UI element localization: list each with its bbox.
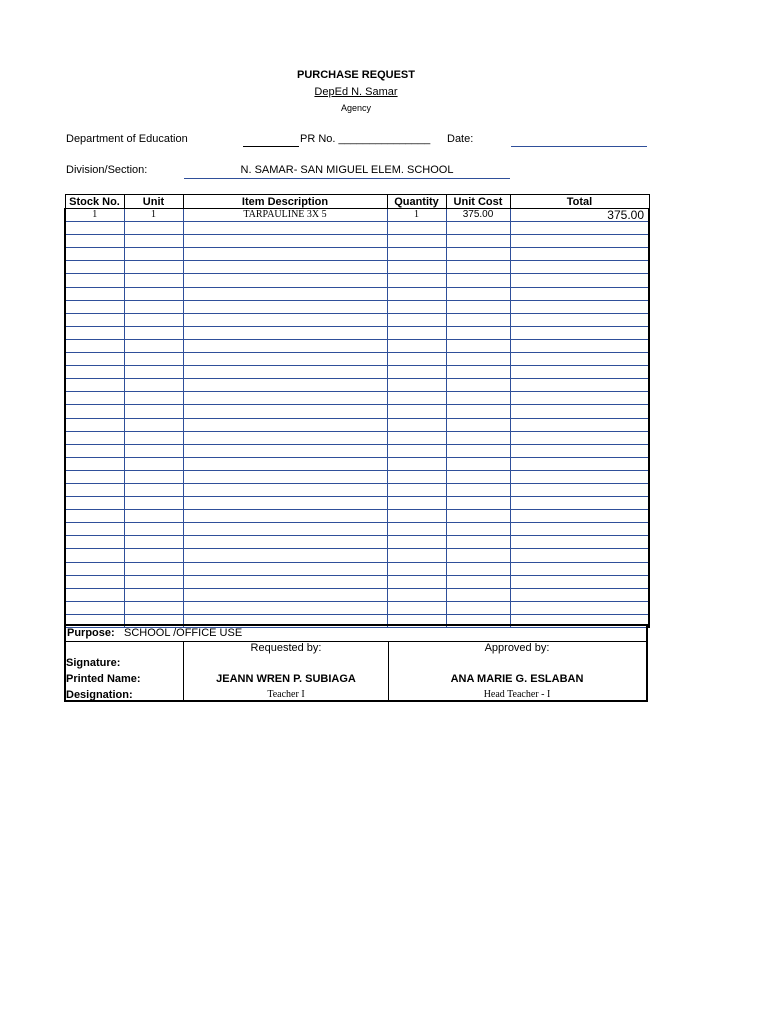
table-cell bbox=[183, 536, 387, 549]
table-cell bbox=[446, 536, 510, 549]
table-cell bbox=[183, 549, 387, 562]
table-cell bbox=[124, 470, 183, 483]
table-row bbox=[65, 392, 649, 405]
table-cell bbox=[387, 418, 446, 431]
purpose-value: SCHOOL /OFFICE USE bbox=[124, 627, 243, 639]
table-cell bbox=[510, 235, 649, 248]
table-cell bbox=[183, 287, 387, 300]
table-cell bbox=[510, 353, 649, 366]
table-cell bbox=[183, 274, 387, 287]
table-cell bbox=[124, 300, 183, 313]
table-cell bbox=[510, 483, 649, 496]
printed-name-label: Printed Name: bbox=[66, 673, 141, 685]
table-cell bbox=[387, 470, 446, 483]
table-cell bbox=[446, 287, 510, 300]
table-cell bbox=[510, 497, 649, 510]
table-cell bbox=[387, 575, 446, 588]
table-cell bbox=[183, 431, 387, 444]
division-underline bbox=[184, 178, 510, 179]
table-row bbox=[65, 536, 649, 549]
table-cell bbox=[446, 222, 510, 235]
table-cell bbox=[124, 483, 183, 496]
table-cell bbox=[446, 339, 510, 352]
table-row bbox=[65, 523, 649, 536]
table-cell bbox=[446, 235, 510, 248]
table-cell bbox=[124, 601, 183, 614]
cell-quantity: 1 bbox=[387, 209, 446, 222]
table-cell bbox=[387, 444, 446, 457]
table-cell bbox=[446, 261, 510, 274]
items-table bbox=[64, 194, 648, 628]
table-cell bbox=[183, 300, 387, 313]
table-cell bbox=[124, 418, 183, 431]
date-label: Date: bbox=[447, 133, 474, 145]
table-cell bbox=[510, 588, 649, 601]
table-cell bbox=[65, 497, 124, 510]
table-cell bbox=[510, 366, 649, 379]
table-cell bbox=[65, 287, 124, 300]
table-cell bbox=[510, 431, 649, 444]
table-cell bbox=[65, 444, 124, 457]
table-cell bbox=[65, 366, 124, 379]
table-row bbox=[65, 457, 649, 470]
table-cell bbox=[387, 274, 446, 287]
table-cell bbox=[124, 274, 183, 287]
table-cell bbox=[387, 326, 446, 339]
header-item-description: Item Description bbox=[183, 195, 387, 209]
table-row bbox=[65, 313, 649, 326]
table-cell bbox=[387, 601, 446, 614]
table-cell bbox=[387, 366, 446, 379]
table-row bbox=[65, 470, 649, 483]
agency-name: DepEd N. Samar bbox=[314, 86, 398, 98]
table-row bbox=[65, 483, 649, 496]
table-cell bbox=[124, 235, 183, 248]
approved-by-column bbox=[388, 642, 646, 700]
table-cell bbox=[510, 470, 649, 483]
table-row bbox=[65, 222, 649, 235]
table-cell bbox=[510, 562, 649, 575]
table-cell bbox=[65, 379, 124, 392]
requested-by-heading: Requested by: bbox=[250, 642, 322, 654]
table-cell bbox=[446, 457, 510, 470]
table-cell bbox=[387, 588, 446, 601]
table-cell bbox=[387, 300, 446, 313]
table-row bbox=[65, 339, 649, 352]
table-cell bbox=[387, 431, 446, 444]
table-cell bbox=[446, 483, 510, 496]
table-row bbox=[65, 261, 649, 274]
table-cell bbox=[183, 339, 387, 352]
table-cell bbox=[183, 261, 387, 274]
purpose-signature-block bbox=[64, 624, 648, 702]
table-cell bbox=[65, 536, 124, 549]
table-cell bbox=[124, 326, 183, 339]
approved-by-designation: Head Teacher - I bbox=[483, 689, 551, 700]
table-row bbox=[65, 274, 649, 287]
purpose-row bbox=[66, 626, 646, 642]
table-cell bbox=[387, 235, 446, 248]
table-cell bbox=[124, 222, 183, 235]
table-cell bbox=[65, 339, 124, 352]
table-cell bbox=[387, 379, 446, 392]
table-cell bbox=[510, 457, 649, 470]
table-cell bbox=[124, 339, 183, 352]
table-cell bbox=[65, 562, 124, 575]
table-cell bbox=[446, 497, 510, 510]
table-cell bbox=[183, 222, 387, 235]
table-cell bbox=[124, 457, 183, 470]
table-row bbox=[65, 353, 649, 366]
designation-label: Designation: bbox=[66, 689, 133, 701]
division-label: Division/Section: bbox=[66, 164, 148, 176]
pr-number-label: PR No. _______________ bbox=[300, 133, 431, 145]
table-cell bbox=[510, 536, 649, 549]
table-cell bbox=[446, 588, 510, 601]
table-cell bbox=[387, 549, 446, 562]
table-cell bbox=[387, 405, 446, 418]
agency-caption: Agency bbox=[340, 103, 372, 113]
table-cell bbox=[183, 392, 387, 405]
table-cell bbox=[387, 457, 446, 470]
table-header-row bbox=[65, 195, 649, 209]
table-cell bbox=[65, 588, 124, 601]
division-value: N. SAMAR- SAN MIGUEL ELEM. SCHOOL bbox=[240, 164, 454, 176]
table-cell bbox=[124, 444, 183, 457]
table-cell bbox=[124, 549, 183, 562]
table-cell bbox=[510, 405, 649, 418]
table-cell bbox=[446, 405, 510, 418]
table-cell bbox=[387, 222, 446, 235]
table-cell bbox=[387, 287, 446, 300]
table-cell bbox=[65, 549, 124, 562]
table-cell bbox=[124, 575, 183, 588]
department-label: Department of Education bbox=[66, 133, 188, 145]
table-cell bbox=[65, 353, 124, 366]
table-row bbox=[65, 497, 649, 510]
table-cell bbox=[387, 392, 446, 405]
table-cell bbox=[183, 379, 387, 392]
table-cell bbox=[124, 379, 183, 392]
table-cell bbox=[510, 274, 649, 287]
cell-item-description: TARPAULINE 3X 5 bbox=[183, 209, 387, 222]
table-row bbox=[65, 431, 649, 444]
approved-by-name: ANA MARIE G. ESLABAN bbox=[450, 673, 584, 685]
table-cell bbox=[510, 379, 649, 392]
table-cell bbox=[124, 523, 183, 536]
page-title: PURCHASE REQUEST bbox=[297, 69, 415, 81]
table-cell bbox=[510, 300, 649, 313]
table-cell bbox=[510, 575, 649, 588]
table-cell bbox=[446, 562, 510, 575]
table-cell bbox=[65, 483, 124, 496]
cell-total: 375.00 bbox=[510, 209, 649, 222]
table-cell bbox=[65, 457, 124, 470]
table-cell bbox=[387, 313, 446, 326]
table-cell bbox=[446, 248, 510, 261]
table-cell bbox=[510, 601, 649, 614]
table-cell bbox=[183, 470, 387, 483]
table-cell bbox=[65, 326, 124, 339]
table-row bbox=[65, 248, 649, 261]
header-unit: Unit bbox=[124, 195, 183, 209]
header-total: Total bbox=[510, 195, 649, 209]
table-cell bbox=[124, 510, 183, 523]
table-cell bbox=[65, 575, 124, 588]
table-cell bbox=[65, 510, 124, 523]
table-row bbox=[65, 379, 649, 392]
table-cell bbox=[510, 326, 649, 339]
table-cell bbox=[446, 601, 510, 614]
table-cell bbox=[65, 601, 124, 614]
table-cell bbox=[446, 523, 510, 536]
table-cell bbox=[65, 523, 124, 536]
table-row bbox=[65, 287, 649, 300]
table-cell bbox=[387, 353, 446, 366]
table-cell bbox=[446, 274, 510, 287]
table-cell bbox=[124, 431, 183, 444]
table-row bbox=[65, 510, 649, 523]
table-cell bbox=[65, 405, 124, 418]
table-cell bbox=[446, 418, 510, 431]
table-row bbox=[65, 235, 649, 248]
table-cell bbox=[183, 248, 387, 261]
table-cell bbox=[183, 405, 387, 418]
requested-by-column bbox=[183, 642, 389, 700]
department-underline bbox=[243, 146, 299, 147]
table-cell bbox=[65, 313, 124, 326]
table-cell bbox=[183, 313, 387, 326]
table-cell bbox=[510, 248, 649, 261]
table-cell bbox=[65, 222, 124, 235]
table-cell bbox=[387, 261, 446, 274]
cell-unit-cost: 375.00 bbox=[446, 209, 510, 222]
table-cell bbox=[510, 261, 649, 274]
table-cell bbox=[510, 339, 649, 352]
table-row bbox=[65, 549, 649, 562]
table-cell bbox=[510, 549, 649, 562]
table-cell bbox=[124, 536, 183, 549]
table-cell bbox=[65, 418, 124, 431]
table-cell bbox=[183, 418, 387, 431]
table-cell bbox=[124, 392, 183, 405]
table-cell bbox=[183, 562, 387, 575]
table-cell bbox=[124, 366, 183, 379]
purpose-label: Purpose: bbox=[67, 627, 115, 639]
cell-stock-no: 1 bbox=[65, 209, 124, 222]
table-cell bbox=[183, 366, 387, 379]
table-cell bbox=[65, 235, 124, 248]
table-cell bbox=[65, 300, 124, 313]
table-cell bbox=[387, 510, 446, 523]
table-cell bbox=[183, 235, 387, 248]
requested-by-designation: Teacher I bbox=[267, 689, 305, 700]
date-field-line bbox=[511, 146, 647, 147]
signature-label: Signature: bbox=[66, 657, 121, 669]
table-cell bbox=[510, 523, 649, 536]
requested-by-name: JEANN WREN P. SUBIAGA bbox=[216, 673, 356, 685]
table-cell bbox=[446, 431, 510, 444]
table-cell bbox=[510, 510, 649, 523]
table-cell bbox=[124, 261, 183, 274]
table-cell bbox=[183, 497, 387, 510]
table-cell bbox=[446, 575, 510, 588]
approved-by-heading: Approved by: bbox=[484, 642, 550, 654]
table-cell bbox=[446, 549, 510, 562]
table-cell bbox=[510, 418, 649, 431]
table-cell bbox=[183, 575, 387, 588]
table-cell bbox=[124, 497, 183, 510]
table-cell bbox=[65, 431, 124, 444]
table-cell bbox=[510, 444, 649, 457]
table-cell bbox=[183, 601, 387, 614]
table-cell bbox=[446, 366, 510, 379]
table-cell bbox=[124, 405, 183, 418]
table-cell bbox=[446, 300, 510, 313]
header-stock-no: Stock No. bbox=[65, 195, 124, 209]
table-row bbox=[65, 588, 649, 601]
table-cell bbox=[124, 562, 183, 575]
table-cell bbox=[183, 326, 387, 339]
table-cell bbox=[124, 287, 183, 300]
table-cell bbox=[183, 483, 387, 496]
cell-unit: 1 bbox=[124, 209, 183, 222]
table-cell bbox=[124, 353, 183, 366]
table-cell bbox=[446, 353, 510, 366]
table-cell bbox=[446, 326, 510, 339]
table-cell bbox=[183, 444, 387, 457]
table-cell bbox=[510, 222, 649, 235]
table-cell bbox=[387, 483, 446, 496]
table-cell bbox=[510, 287, 649, 300]
header-unit-cost: Unit Cost bbox=[446, 195, 510, 209]
table-cell bbox=[510, 392, 649, 405]
table-cell bbox=[124, 313, 183, 326]
table-cell bbox=[446, 313, 510, 326]
table-cell bbox=[65, 392, 124, 405]
table-cell bbox=[387, 536, 446, 549]
table-row bbox=[65, 562, 649, 575]
table-cell bbox=[183, 523, 387, 536]
table-cell bbox=[446, 470, 510, 483]
table-cell bbox=[65, 248, 124, 261]
table-cell bbox=[183, 353, 387, 366]
table-row bbox=[65, 575, 649, 588]
table-cell bbox=[183, 588, 387, 601]
table-cell bbox=[387, 497, 446, 510]
table-row bbox=[65, 444, 649, 457]
table-cell bbox=[183, 510, 387, 523]
table-cell bbox=[65, 470, 124, 483]
table-cell bbox=[446, 392, 510, 405]
table-cell bbox=[387, 248, 446, 261]
table-cell bbox=[446, 444, 510, 457]
table-cell bbox=[510, 313, 649, 326]
table-cell bbox=[65, 261, 124, 274]
table-row bbox=[65, 405, 649, 418]
table-cell bbox=[65, 274, 124, 287]
table-cell bbox=[183, 457, 387, 470]
table-row bbox=[65, 418, 649, 431]
table-cell bbox=[446, 510, 510, 523]
table-cell bbox=[446, 379, 510, 392]
table-row bbox=[65, 601, 649, 614]
header-quantity: Quantity bbox=[387, 195, 446, 209]
table-row bbox=[65, 366, 649, 379]
table-cell bbox=[387, 523, 446, 536]
table-row bbox=[65, 326, 649, 339]
table-cell bbox=[387, 562, 446, 575]
table-row bbox=[65, 209, 649, 222]
table-cell bbox=[124, 588, 183, 601]
table-cell bbox=[124, 248, 183, 261]
table-row bbox=[65, 300, 649, 313]
table-cell bbox=[387, 339, 446, 352]
